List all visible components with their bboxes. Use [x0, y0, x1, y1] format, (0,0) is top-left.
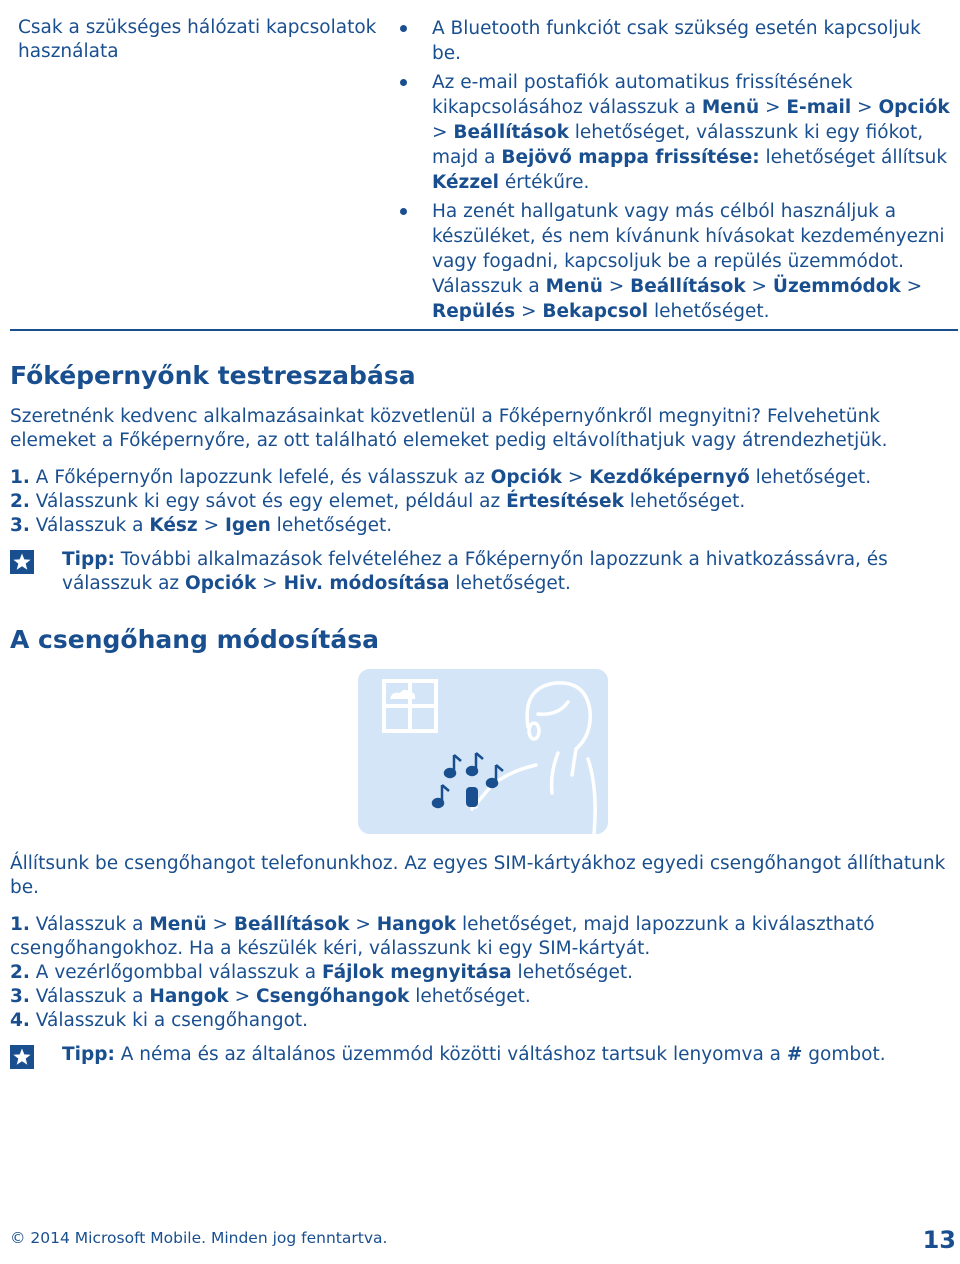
menu-term: Opciók: [490, 467, 562, 488]
menu-term: Kész: [149, 515, 198, 536]
menu-term: Opciók: [878, 97, 950, 118]
star-icon: [10, 550, 34, 574]
menu-term: Kézzel: [432, 172, 499, 193]
step-number: 3.: [10, 515, 30, 536]
section-heading-home-screen: Főképernyőnk testreszabása: [10, 361, 416, 390]
step-text: lehetőséget, majd lapozzunk a kiválasztható csengőhangokhoz. Ha a készülék kéri, válasszunk ki egy SIM-kártyát.: [10, 914, 875, 959]
separator: >: [745, 276, 773, 297]
separator: >: [256, 573, 284, 594]
step-text: Válasszuk a: [29, 515, 150, 536]
tip-label: Tipp:: [62, 1044, 115, 1065]
tip-body: A néma és az általános üzemmód közötti váltáshoz tartsuk lenyomva a: [114, 1044, 787, 1065]
bullet-text: A Bluetooth funkciót csak szükség esetén kapcsoljuk be.: [432, 18, 921, 64]
separator: >: [432, 122, 454, 143]
menu-term: Értesítések: [506, 491, 624, 512]
side-note: Csak a szükséges hálózati kapcsolatok használata: [18, 17, 377, 62]
step-text: lehetőséget.: [409, 986, 531, 1007]
step-1: [10, 466, 954, 490]
menu-term: Menü: [545, 276, 603, 297]
step-3: [10, 985, 954, 1009]
menu-term: Menü: [701, 97, 760, 118]
star-icon: [10, 1045, 34, 1069]
copyright: © 2014 Microsoft Mobile. Minden jog fenntartva.: [10, 1229, 388, 1247]
step-text: A vezérlőgombbal válasszuk a: [29, 962, 323, 983]
step-number: 1.: [10, 914, 30, 935]
step-4: [10, 1009, 954, 1033]
separator: >: [851, 97, 879, 118]
menu-term: Beállítások: [630, 276, 746, 297]
bullet-list: [398, 16, 954, 328]
step-number: 2.: [10, 491, 30, 512]
separator: >: [349, 914, 377, 935]
section-heading-ringtone: A csengőhang módosítása: [10, 625, 379, 654]
menu-term: Kezdőképernyő: [589, 467, 750, 488]
menu-term: Hiv. módosítása: [283, 573, 450, 594]
step-text: A Főképernyőn lapozzunk lefelé, és válasszuk az: [29, 467, 491, 488]
separator: >: [515, 301, 543, 322]
bullet-text: értékűre.: [498, 172, 590, 193]
tip-text: [62, 548, 952, 596]
menu-term: Bekapcsol: [542, 301, 649, 322]
tip-text: [62, 1043, 952, 1067]
tip-body: lehetőséget.: [449, 573, 571, 594]
menu-term: Beállítások: [453, 122, 569, 143]
separator: >: [206, 914, 234, 935]
step-text: lehetőséget.: [749, 467, 872, 488]
menu-term: Üzemmódok: [772, 276, 901, 297]
menu-term: Csengőhangok: [256, 986, 410, 1007]
step-list: [10, 466, 954, 538]
menu-term: E-mail: [786, 97, 852, 118]
menu-term: Opciók: [185, 573, 257, 594]
person-with-phone-illustration: [358, 669, 608, 834]
menu-term: Igen: [224, 515, 271, 536]
bullet-text: lehetőséget, válasszunk ki egy fiókot, majd a: [432, 122, 924, 168]
step-number: 2.: [10, 962, 30, 983]
bullet-text: lehetőséget állítsuk: [759, 147, 948, 168]
section-intro: Szeretnénk kedvenc alkalmazásainkat közvetlenül a Főképernyőnkről megnyitni? Felvehetünk elemeket a Főképernyőre, az ott található elemeket pedig eltávolíthatjuk vagy átrendezhetjük.: [10, 406, 888, 451]
page-number: 13: [922, 1226, 956, 1254]
step-text: Válasszuk a: [29, 986, 150, 1007]
step-list: [10, 913, 954, 1033]
step-number: 4.: [10, 1010, 30, 1031]
menu-term: Beállítások: [233, 914, 350, 935]
step-text: Válasszuk a: [29, 914, 150, 935]
step-number: 3.: [10, 986, 30, 1007]
step-number: 1.: [10, 467, 30, 488]
step-1: [10, 913, 954, 961]
tip-label: Tipp:: [62, 549, 115, 570]
menu-term: Bejövő mappa frissítése:: [501, 147, 760, 168]
step-3: [10, 514, 954, 538]
separator: >: [228, 986, 257, 1007]
menu-term: Menü: [149, 914, 207, 935]
bullet-text: Ha zenét hallgatunk vagy más célból használjuk a készüléket, és nem kívánunk hívásokat kezdeményezni vagy fogadni, kapcsoljuk be a repülés üzemmódot. Válasszuk a: [432, 201, 945, 297]
phone-icon: [466, 787, 478, 807]
separator: >: [602, 276, 631, 297]
separator: >: [197, 515, 225, 536]
bullet-email: [398, 70, 954, 195]
separator: >: [900, 276, 923, 297]
section-divider: [10, 329, 958, 331]
step-text: lehetőséget.: [270, 515, 393, 536]
tip-body: További alkalmazások felvételéhez a Főképernyőn lapozzunk a hivatkozássávra, és válasszuk az: [62, 549, 888, 594]
menu-term: Fájlok megnyitása: [322, 962, 512, 983]
menu-term: Hangok: [376, 914, 457, 935]
step-2: [10, 961, 954, 985]
bullet-flight-mode: [398, 199, 954, 324]
bullet-dot: [400, 208, 407, 215]
section-intro: Állítsunk be csengőhangot telefonunkhoz. Az egyes SIM-kártyákhoz egyedi csengőhangot állíthatunk be.: [10, 853, 946, 898]
step-text: Válasszunk ki egy sávot és egy elemet, például az: [29, 491, 507, 512]
menu-term: Repülés: [432, 301, 516, 322]
step-2: [10, 490, 954, 514]
menu-term: Hangok: [149, 986, 229, 1007]
bullet-text: lehetőséget.: [648, 301, 770, 322]
ringtone-illustration: [358, 669, 608, 834]
step-text: lehetőséget.: [511, 962, 634, 983]
step-text: lehetőséget.: [623, 491, 746, 512]
bullet-bluetooth: [398, 16, 954, 66]
step-text: Válasszuk ki a csengőhangot.: [29, 1010, 309, 1031]
tip-body: gombot.: [802, 1044, 886, 1065]
bullet-dot: [400, 79, 407, 86]
separator: >: [759, 97, 787, 118]
bullet-text: Az e-mail postafiók automatikus frissítésének kikapcsolásához válasszuk a: [432, 72, 853, 118]
bullet-dot: [400, 25, 407, 32]
key-term: #: [786, 1044, 803, 1065]
separator: >: [561, 467, 590, 488]
